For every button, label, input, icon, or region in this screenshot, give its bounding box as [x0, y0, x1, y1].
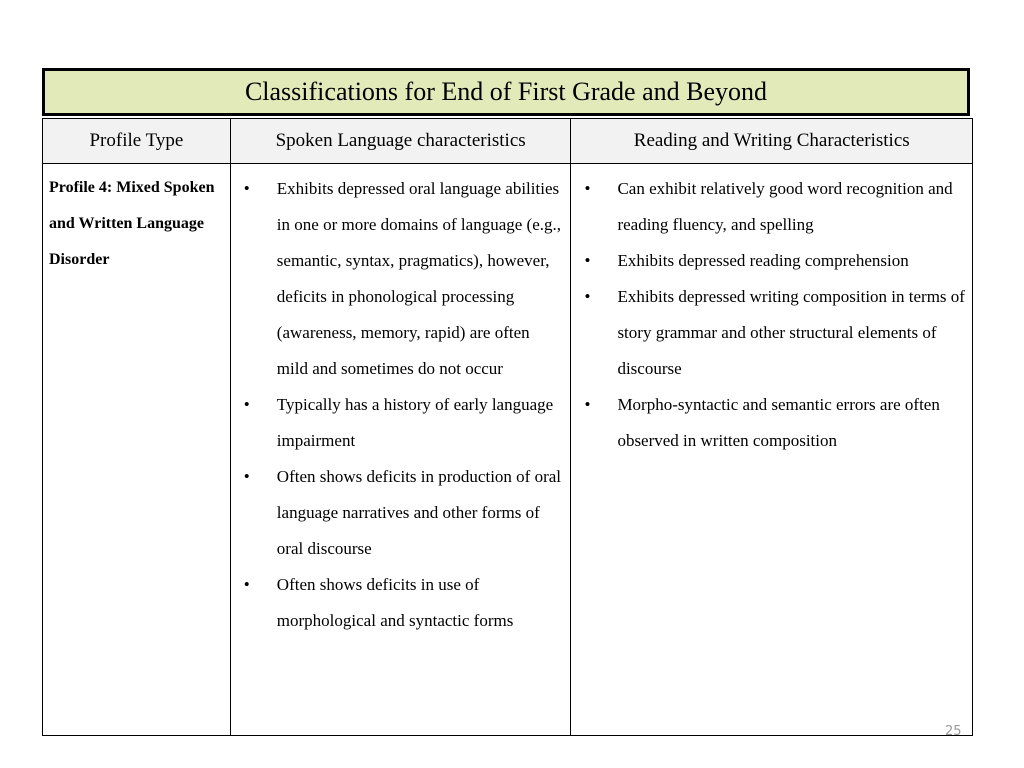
header-spoken-language: Spoken Language characteristics [230, 119, 571, 164]
slide-title: Classifications for End of First Grade and Beyond [244, 77, 768, 106]
classification-table [42, 118, 973, 736]
slide-title-box [42, 68, 970, 116]
table-row [43, 164, 973, 736]
header-reading-writing: Reading and Writing Characteristics [571, 119, 973, 164]
list-item: • Exhibits depressed writing composition in terms of story grammar and other structural elements of discourse [572, 279, 971, 387]
list-item: • Exhibits depressed reading comprehension [572, 243, 971, 279]
spoken-cell [230, 164, 571, 736]
list-item: • Morpho-syntactic and semantic errors are often observed in written composition [572, 387, 971, 459]
profile-cell: Profile 4: Mixed Spoken and Written Language Disorder [43, 164, 231, 736]
header-profile-type: Profile Type [43, 119, 231, 164]
header-row [43, 119, 973, 164]
list-item: • Can exhibit relatively good word recognition and reading fluency, and spelling [572, 171, 971, 243]
list-item: • Often shows deficits in production of oral language narratives and other forms of oral discourse [232, 459, 570, 567]
list-item: • Often shows deficits in use of morphological and syntactic forms [232, 567, 570, 639]
reading-writing-list [572, 165, 971, 471]
reading-writing-cell [571, 164, 973, 736]
page-number: 25 [945, 724, 962, 739]
list-item: • Exhibits depressed oral language abilities in one or more domains of language (e.g., semantic, syntax, pragmatics), however, deficits in phonological processing (awareness, memory, rapid) are often mild and sometimes do not occur [232, 171, 570, 387]
spoken-list [232, 165, 570, 651]
list-item: • Typically has a history of early language impairment [232, 387, 570, 459]
